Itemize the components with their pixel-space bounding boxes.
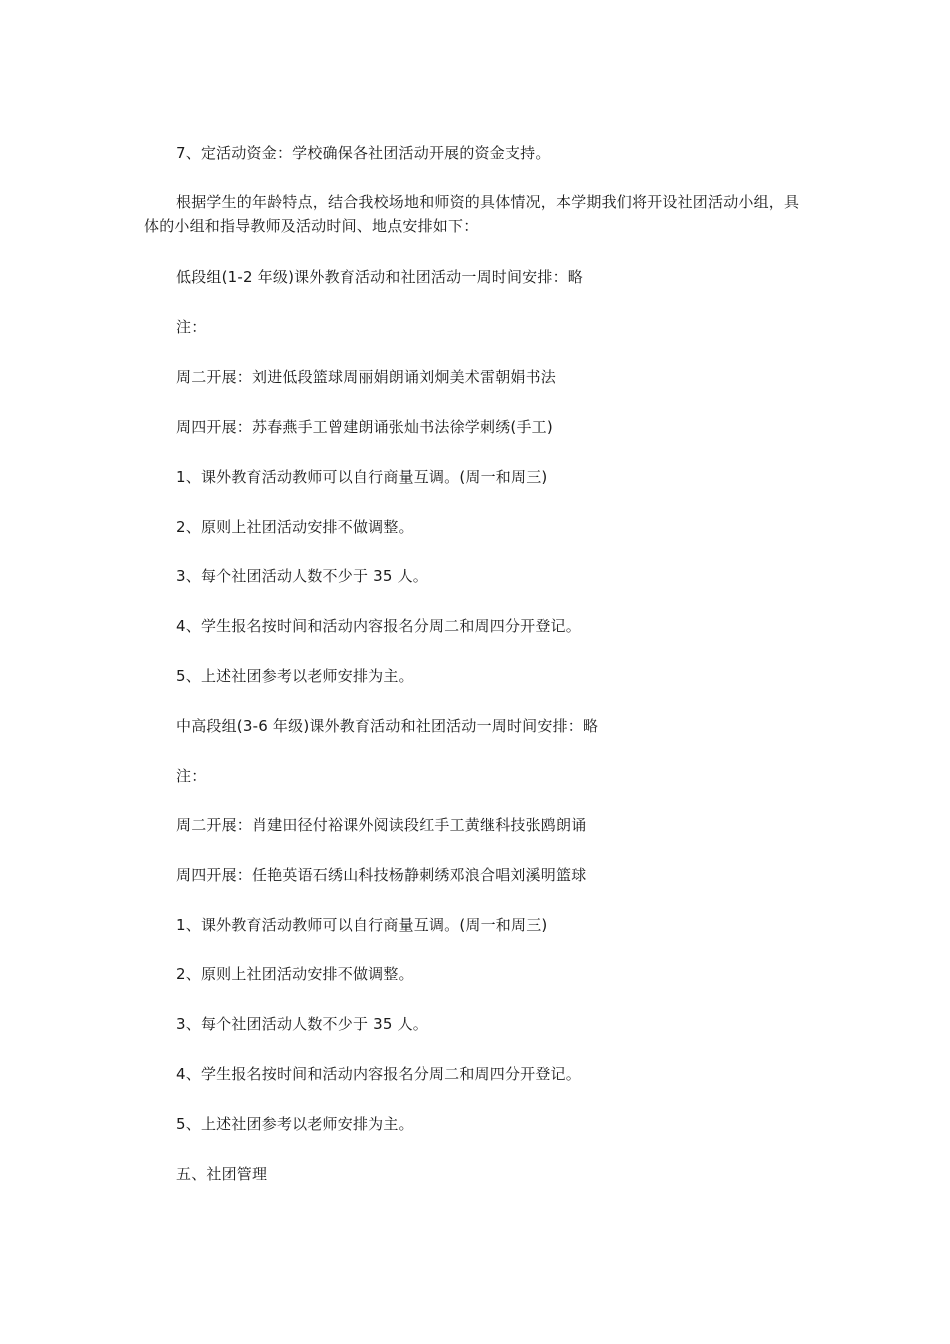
paragraph-high-rule-1: 1、课外教育活动教师可以自行商量互调。(周一和周三) xyxy=(176,916,548,934)
paragraph-high-rule-3: 3、每个社团活动人数不少于 35 人。 xyxy=(176,1015,428,1033)
paragraph-low-group-schedule: 低段组(1-2 年级)课外教育活动和社团活动一周时间安排：略 xyxy=(176,268,583,286)
paragraph-high-rule-5: 5、上述社团参考以老师安排为主。 xyxy=(176,1115,414,1133)
paragraph-high-rule-2: 2、原则上社团活动安排不做调整。 xyxy=(176,965,414,983)
paragraph-intro: 根据学生的年龄特点，结合我校场地和师资的具体情况，本学期我们将开设社团活动小组，具体的小组和指导教师及活动时间、地点安排如下： xyxy=(144,193,800,235)
paragraph-low-rule-2: 2、原则上社团活动安排不做调整。 xyxy=(176,518,414,536)
paragraph-low-rule-3: 3、每个社团活动人数不少于 35 人。 xyxy=(176,567,428,585)
paragraph-low-thursday: 周四开展：苏春燕手工曾建朗诵张灿书法徐学刺绣(手工) xyxy=(176,418,553,436)
paragraph-low-tuesday: 周二开展：刘进低段篮球周丽娟朗诵刘炯美术雷朝娟书法 xyxy=(176,368,557,386)
paragraph-note-label: 注： xyxy=(176,318,207,336)
paragraph-high-group-schedule: 中高段组(3-6 年级)课外教育活动和社团活动一周时间安排：略 xyxy=(176,717,599,735)
paragraph-high-rule-4: 4、学生报名按时间和活动内容报名分周二和周四分开登记。 xyxy=(176,1065,581,1083)
section-heading-club-management: 五、社团管理 xyxy=(176,1165,268,1183)
paragraph-activity-funds: 7、定活动资金：学校确保各社团活动开展的资金支持。 xyxy=(176,144,551,162)
paragraph-high-tuesday: 周二开展：肖建田径付裕课外阅读段红手工黄继科技张鸥朗诵 xyxy=(176,816,587,834)
paragraph-low-rule-4: 4、学生报名按时间和活动内容报名分周二和周四分开登记。 xyxy=(176,617,581,635)
paragraph-low-rule-1: 1、课外教育活动教师可以自行商量互调。(周一和周三) xyxy=(176,468,548,486)
paragraph-high-thursday: 周四开展：任艳英语石绣山科技杨静刺绣邓浪合唱刘溪明篮球 xyxy=(176,866,587,884)
paragraph-note-label-2: 注： xyxy=(176,767,207,785)
paragraph-low-rule-5: 5、上述社团参考以老师安排为主。 xyxy=(176,667,414,685)
